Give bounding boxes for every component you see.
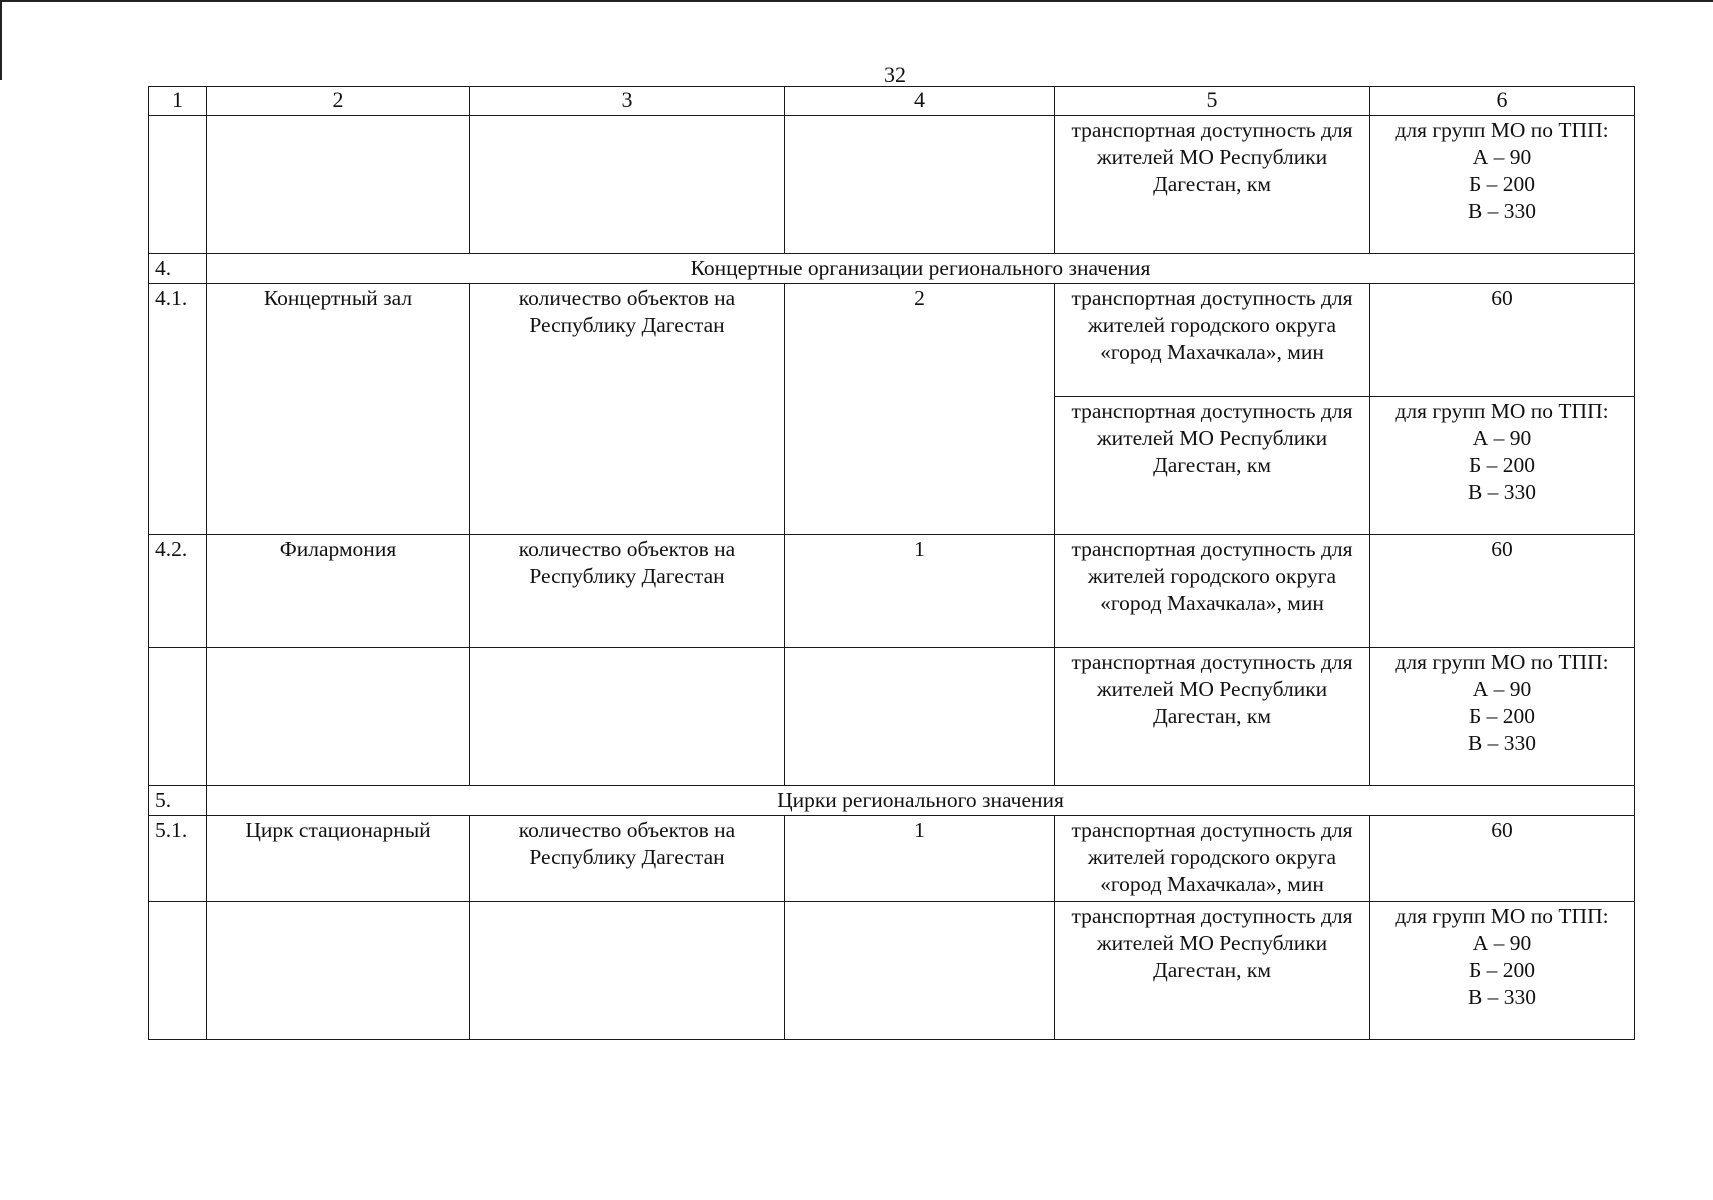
count-cell: 2	[785, 284, 1055, 535]
value-line: Б – 200	[1468, 704, 1536, 728]
column-header: 5	[1055, 87, 1370, 116]
indicator-cell: транспортная доступность для жителей городского округа «город Махачкала», мин	[1055, 816, 1370, 902]
empty-cell	[207, 116, 470, 254]
measure-cell: количество объектов на Республику Дагестан	[470, 284, 785, 535]
section-number: 4.	[149, 254, 207, 284]
column-header: 6	[1370, 87, 1635, 116]
column-header: 1	[149, 87, 207, 116]
page-number: 32	[884, 62, 906, 87]
value-line: В – 330	[1467, 985, 1537, 1009]
section-title: Цирки регионального значения	[207, 786, 1635, 816]
value-line: В – 330	[1467, 199, 1537, 223]
value-line: Б – 200	[1468, 958, 1536, 982]
table-row	[149, 902, 1635, 1040]
norms-table	[148, 86, 1635, 1040]
empty-cell	[149, 648, 207, 786]
item-number: 4.2.	[149, 535, 207, 648]
value-cell	[1370, 116, 1635, 254]
table-row	[149, 535, 1635, 648]
value-line: В – 330	[1467, 480, 1537, 504]
value-line: для групп МО по ТПП:	[1395, 904, 1609, 928]
value-line: Б – 200	[1468, 172, 1536, 196]
empty-cell	[207, 902, 470, 1040]
empty-cell	[785, 116, 1055, 254]
section-title: Концертные организации регионального значения	[207, 254, 1635, 284]
empty-cell	[785, 648, 1055, 786]
column-header: 3	[470, 87, 785, 116]
item-number: 4.1.	[149, 284, 207, 535]
column-header: 4	[785, 87, 1055, 116]
scan-edge-top	[0, 0, 1713, 2]
value-cell: 60	[1370, 284, 1635, 397]
indicator-cell: транспортная доступность для жителей МО Республики Дагестан, км	[1055, 648, 1370, 786]
value-cell: 60	[1370, 816, 1635, 902]
indicator-cell: транспортная доступность для жителей МО Республики Дагестан, км	[1055, 116, 1370, 254]
empty-cell	[207, 648, 470, 786]
section-row	[149, 786, 1635, 816]
table-header-row	[149, 87, 1635, 116]
value-line: А – 90	[1472, 426, 1532, 450]
table-row	[149, 116, 1635, 254]
value-line: А – 90	[1472, 931, 1532, 955]
scan-edge-left	[0, 0, 2, 80]
item-number: 5.1.	[149, 816, 207, 902]
value-line: для групп МО по ТПП:	[1395, 399, 1609, 423]
count-cell: 1	[785, 816, 1055, 902]
empty-cell	[785, 902, 1055, 1040]
count-cell: 1	[785, 535, 1055, 648]
empty-cell	[470, 648, 785, 786]
table-row	[149, 648, 1635, 786]
value-cell: 60	[1370, 535, 1635, 648]
measure-cell: количество объектов на Республику Дагестан	[470, 816, 785, 902]
item-name: Концертный зал	[207, 284, 470, 535]
value-line: для групп МО по ТПП:	[1395, 118, 1609, 142]
measure-cell: количество объектов на Республику Дагестан	[470, 535, 785, 648]
empty-cell	[149, 902, 207, 1040]
table-row	[149, 816, 1635, 902]
empty-cell	[470, 116, 785, 254]
indicator-cell: транспортная доступность для жителей МО Республики Дагестан, км	[1055, 397, 1370, 535]
value-cell	[1370, 397, 1635, 535]
indicator-cell: транспортная доступность для жителей МО Республики Дагестан, км	[1055, 902, 1370, 1040]
empty-cell	[149, 116, 207, 254]
value-line: В – 330	[1467, 731, 1537, 755]
section-row	[149, 254, 1635, 284]
value-cell	[1370, 902, 1635, 1040]
value-line: Б – 200	[1468, 453, 1536, 477]
item-name: Филармония	[207, 535, 470, 648]
value-line: А – 90	[1472, 145, 1532, 169]
value-cell	[1370, 648, 1635, 786]
table-row	[149, 284, 1635, 397]
section-number: 5.	[149, 786, 207, 816]
column-header: 2	[207, 87, 470, 116]
indicator-cell: транспортная доступность для жителей городского округа «город Махачкала», мин	[1055, 284, 1370, 397]
value-line: А – 90	[1472, 677, 1532, 701]
item-name: Цирк стационарный	[207, 816, 470, 902]
empty-cell	[470, 902, 785, 1040]
indicator-cell: транспортная доступность для жителей городского округа «город Махачкала», мин	[1055, 535, 1370, 648]
value-line: для групп МО по ТПП:	[1395, 650, 1609, 674]
